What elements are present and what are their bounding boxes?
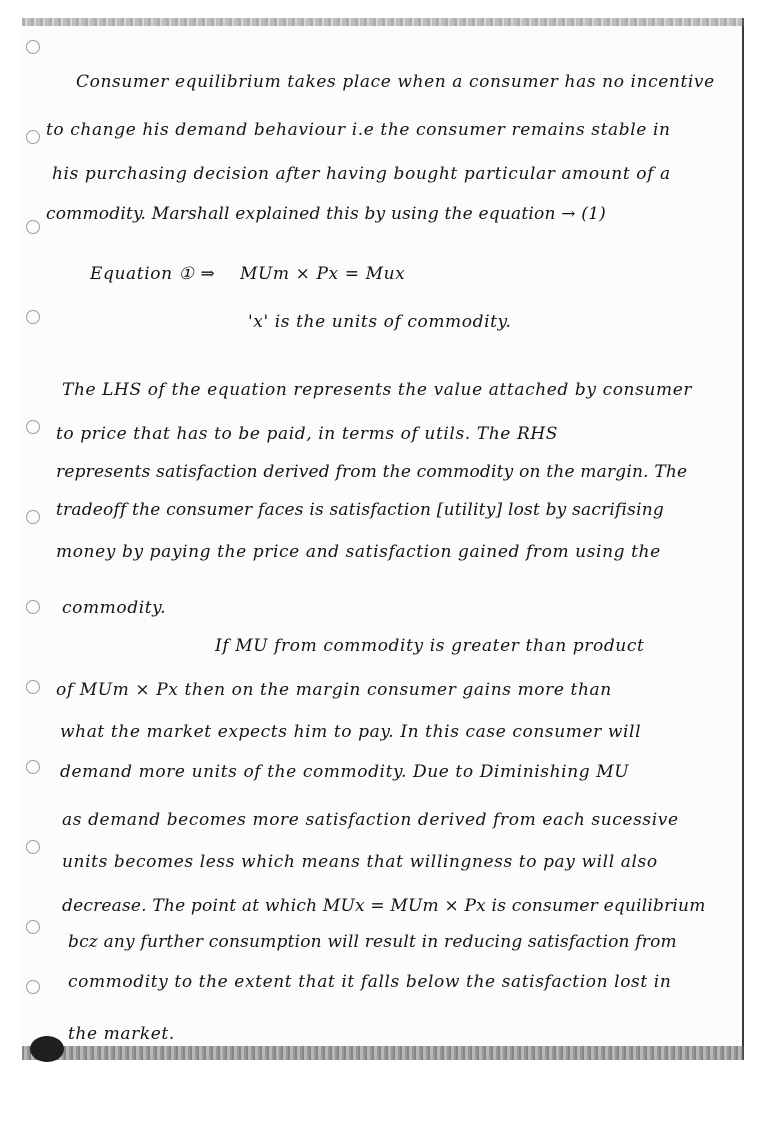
paragraph1-line-2: to change his demand behaviour i.e the consumer remains stable in <box>46 120 671 140</box>
paragraph2-line-5: money by paying the price and satisfaction gained from using the <box>56 542 661 562</box>
paragraph3-line-3: what the market expects him to pay. In this case consumer will <box>60 722 642 742</box>
paragraph1-line-1: Consumer equilibrium takes place when a consumer has no incentive <box>76 72 715 92</box>
paragraph1-line-4: commodity. Marshall explained this by using the equation → (1) <box>46 204 606 224</box>
paragraph3-line-2: of MUm × Px then on the margin consumer gains more than <box>56 680 612 700</box>
paragraph2-line-6: commodity. <box>62 598 167 618</box>
binding-holes <box>26 40 46 1040</box>
paragraph3-line-5: as demand becomes more satisfaction derived from each sucessive <box>62 810 679 830</box>
paragraph3-line-1: If MU from commodity is greater than product <box>215 636 645 656</box>
paragraph3-line-9: commodity to the extent that it falls below the satisfaction lost in <box>68 972 672 992</box>
page-top-edge <box>22 18 744 26</box>
paragraph3-line-8: bcz any further consumption will result in reducing satisfaction from <box>68 932 677 952</box>
page-bottom-edge <box>22 1046 744 1060</box>
equation-formula: MUm × Px = Mux <box>240 264 406 284</box>
paragraph1-line-3: his purchasing decision after having bought particular amount of a <box>52 164 671 184</box>
paragraph2-line-4: tradeoff the consumer faces is satisfaction [utility] lost by sacrifising <box>56 500 664 520</box>
paragraph3-line-6: units becomes less which means that willingness to pay will also <box>62 852 658 872</box>
paragraph3-line-7: decrease. The point at which MUx = MUm × Px is consumer equilibrium <box>62 896 706 916</box>
paragraph3-line-4: demand more units of the commodity. Due to Diminishing MU <box>60 762 630 782</box>
paragraph2-line-1: The LHS of the equation represents the value attached by consumer <box>62 380 693 400</box>
paragraph2-line-2: to price that has to be paid, in terms of utils. The RHS <box>56 424 559 444</box>
paragraph3-line-10: the market. <box>68 1024 175 1044</box>
equation-note: 'x' is the units of commodity. <box>248 312 512 332</box>
paragraph2-line-3: represents satisfaction derived from the commodity on the margin. The <box>56 462 688 482</box>
equation-label: Equation ① ⇒ <box>90 264 216 284</box>
